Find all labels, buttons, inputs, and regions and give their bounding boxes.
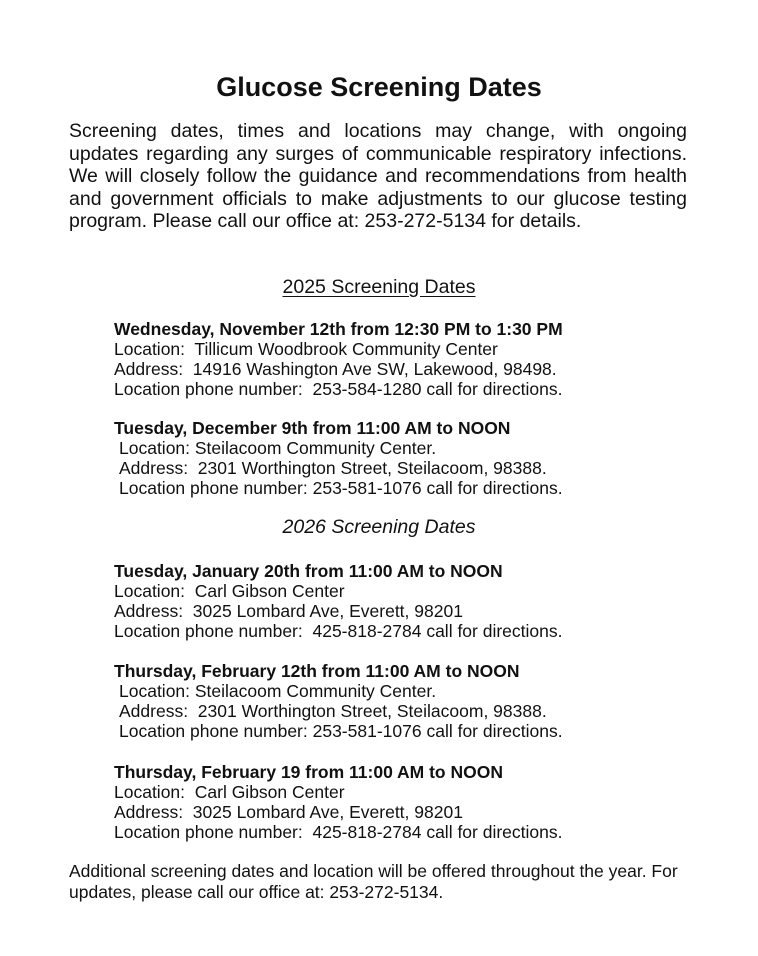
event-address: Address: 2301 Worthington Street, Steilacoom, 98388. (119, 701, 547, 721)
closing-paragraph: Additional screening dates and location will be offered throughout the year. For updates, please call our office at: 253-272-5134. (69, 861, 678, 902)
event-location: Location: Tillicum Woodbrook Community Center (114, 339, 498, 359)
intro-paragraph: Screening dates, times and locations may change, with ongoing updates regarding any surges of communicable respiratory infections. We will closely follow the guidance and recommendations from health and government officials to make adjustments to our glucose testing program. Please call our office at: 253-272-5134 for details. (69, 120, 687, 232)
event-nov-12 (114, 319, 674, 399)
event-dec-9 (114, 418, 674, 498)
event-datetime: Thursday, February 19 from 11:00 AM to NOON (114, 762, 503, 782)
event-location: Location: Steilacoom Community Center. (119, 681, 437, 701)
event-address: Address: 14916 Washington Ave SW, Lakewood, 98498. (114, 359, 557, 379)
page-title: Glucose Screening Dates (216, 72, 542, 102)
event-phone: Location phone number: 253-581-1076 call for directions. (119, 478, 563, 498)
event-phone: Location phone number: 253-584-1280 call for directions. (114, 379, 563, 399)
event-jan-20 (114, 561, 674, 641)
event-datetime: Tuesday, December 9th from 11:00 AM to NOON (114, 418, 511, 438)
event-phone: Location phone number: 425-818-2784 call for directions. (114, 621, 563, 641)
event-datetime: Tuesday, January 20th from 11:00 AM to NOON (114, 561, 503, 581)
section-heading-2026: 2026 Screening Dates (282, 516, 476, 538)
event-location: Location: Steilacoom Community Center. (119, 438, 437, 458)
event-location: Location: Carl Gibson Center (114, 782, 345, 802)
event-address: Address: 2301 Worthington Street, Steilacoom, 98388. (119, 458, 547, 478)
section-heading-2025: 2025 Screening Dates (282, 276, 476, 298)
event-address: Address: 3025 Lombard Ave, Everett, 98201 (114, 601, 463, 621)
event-datetime: Thursday, February 12th from 11:00 AM to NOON (114, 661, 520, 681)
event-address: Address: 3025 Lombard Ave, Everett, 98201 (114, 802, 463, 822)
event-phone: Location phone number: 253-581-1076 call for directions. (119, 721, 563, 741)
event-location: Location: Carl Gibson Center (114, 581, 345, 601)
event-feb-19 (114, 762, 674, 842)
event-feb-12 (114, 661, 674, 741)
event-phone: Location phone number: 425-818-2784 call for directions. (114, 822, 563, 842)
event-datetime: Wednesday, November 12th from 12:30 PM to 1:30 PM (114, 319, 563, 339)
